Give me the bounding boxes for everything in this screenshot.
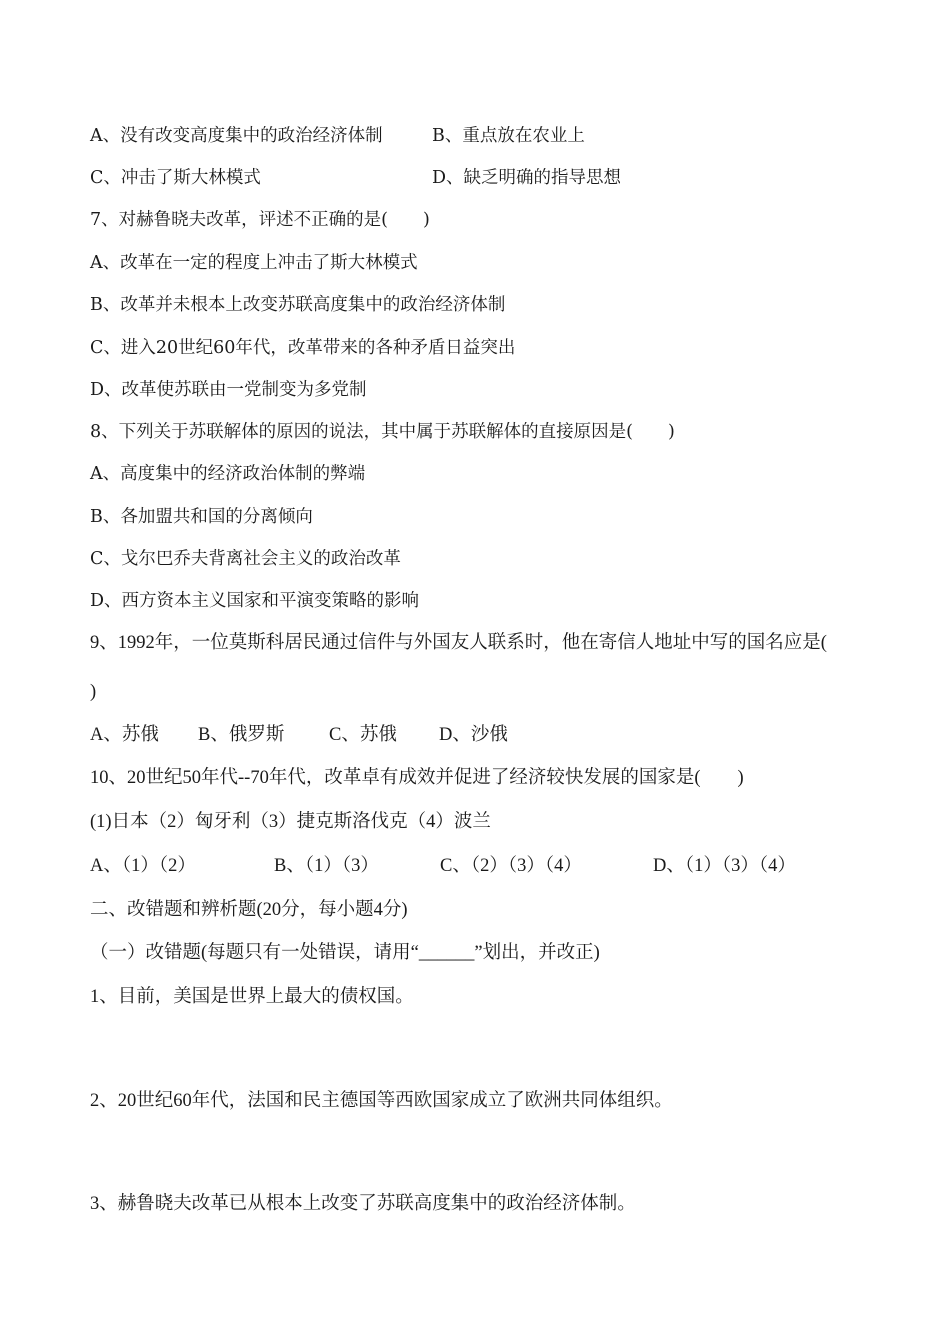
q10-options-row bbox=[90, 854, 796, 878]
q9-option-c: C、苏俄 bbox=[329, 725, 397, 745]
q8-option-d: D、西方资本主义国家和平演变策略的影响 bbox=[90, 591, 420, 611]
section-2-heading: 二、改错题和辨析题(20分，每小题4分) bbox=[90, 900, 408, 920]
q6-option-b: B、重点放在农业上 bbox=[432, 126, 585, 146]
q10-option-c: C、（2）（3）（4） bbox=[440, 856, 582, 876]
q10-option-d: D、（1）（3）（4） bbox=[653, 856, 796, 876]
q7-option-c: C、进入20世纪60年代，改革带来的各种矛盾日益突出 bbox=[90, 338, 516, 358]
section-2-sub-heading: （一）改错题(每题只有一处错误，请用“______”划出，并改正) bbox=[90, 943, 600, 963]
correction-item-1: 1、目前，美国是世界上最大的债权国。 bbox=[90, 987, 414, 1007]
q7-stem: 7、对赫鲁晓夫改革，评述不正确的是( ) bbox=[90, 210, 430, 230]
q6-options-row-1 bbox=[90, 124, 585, 148]
q7-option-b: B、改革并未根本上改变苏联高度集中的政治经济体制 bbox=[90, 295, 506, 315]
q7-option-d: D、改革使苏联由一党制变为多党制 bbox=[90, 380, 367, 400]
q10-option-b: B、（1）（3） bbox=[274, 856, 379, 876]
q9-stem-end: ) bbox=[90, 682, 97, 702]
q6-option-a: A、没有改变高度集中的政治经济体制 bbox=[90, 126, 383, 146]
correction-item-2: 2、20世纪60年代，法国和民主德国等西欧国家成立了欧洲共同体组织。 bbox=[90, 1091, 673, 1111]
q8-option-b: B、各加盟共和国的分离倾向 bbox=[90, 507, 313, 527]
q7-option-a: A、改革在一定的程度上冲击了斯大林模式 bbox=[90, 253, 418, 273]
q9-option-a: A、苏俄 bbox=[90, 725, 159, 745]
q8-option-a: A、高度集中的经济政治体制的弊端 bbox=[90, 464, 366, 484]
q9-options-row bbox=[90, 723, 508, 747]
q8-option-c: C、戈尔巴乔夫背离社会主义的政治改革 bbox=[90, 549, 401, 569]
q6-options-row-2 bbox=[90, 166, 621, 190]
q10-option-a: A、（1）（2） bbox=[90, 856, 196, 876]
q6-option-c: C、冲击了斯大林模式 bbox=[90, 168, 261, 188]
q9-option-b: B、俄罗斯 bbox=[198, 725, 285, 745]
q10-items: (1)日本（2）匈牙利（3）捷克斯洛伐克（4）波兰 bbox=[90, 812, 491, 832]
q9-option-d: D、沙俄 bbox=[439, 725, 508, 745]
q6-option-d: D、缺乏明确的指导思想 bbox=[432, 168, 622, 188]
q10-stem: 10、20世纪50年代--70年代，改革卓有成效并促进了经济较快发展的国家是( ) bbox=[90, 768, 744, 788]
q9-stem: 9、1992年，一位莫斯科居民通过信件与外国友人联系时，他在寄信人地址中写的国名应是( bbox=[90, 633, 827, 653]
q8-stem: 8、下列关于苏联解体的原因的说法，其中属于苏联解体的直接原因是( ) bbox=[90, 422, 675, 442]
correction-item-3: 3、赫鲁晓夫改革已从根本上改变了苏联高度集中的政治经济体制。 bbox=[90, 1194, 636, 1214]
